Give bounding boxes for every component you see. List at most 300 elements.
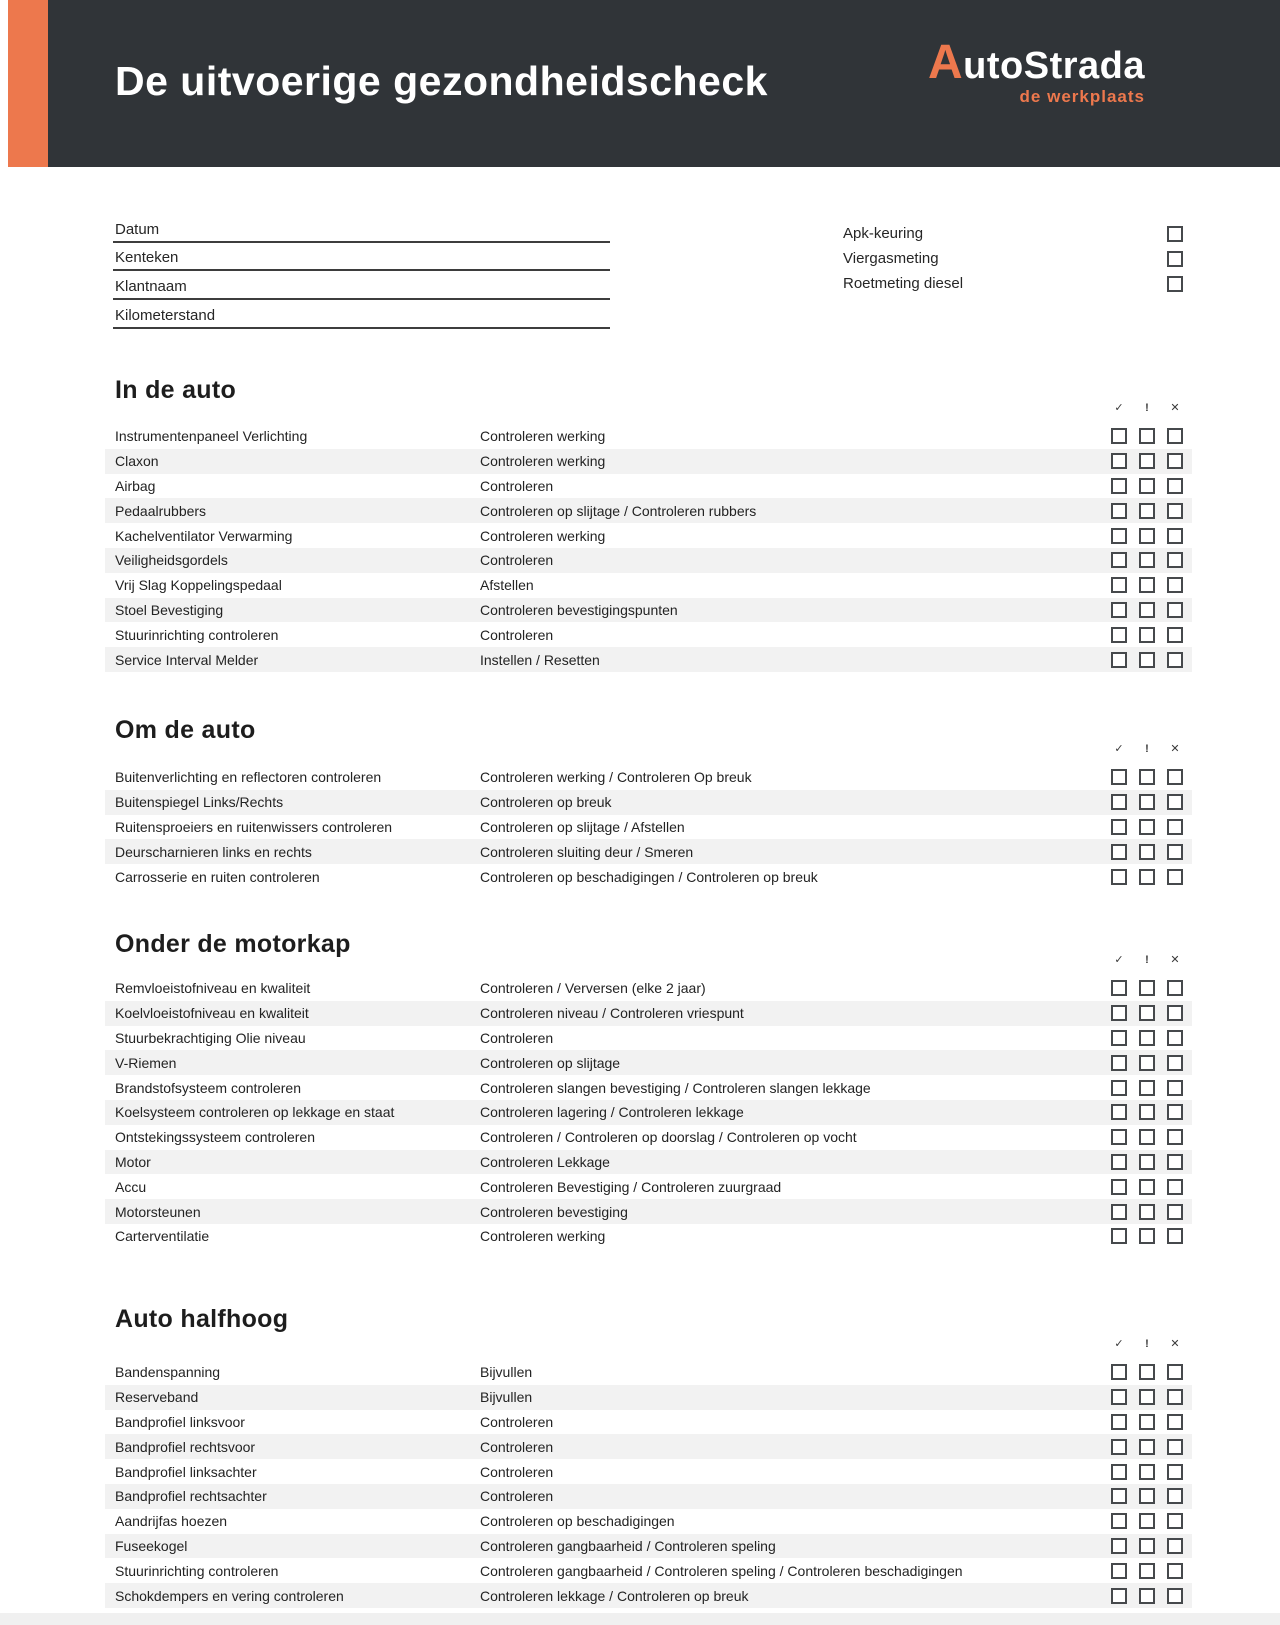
form-field[interactable] bbox=[113, 271, 610, 300]
status-fail-checkbox[interactable] bbox=[1167, 552, 1183, 568]
status-fail-checkbox[interactable] bbox=[1167, 769, 1183, 785]
checklist-row bbox=[105, 548, 1192, 573]
item-name: Koelvloeistofniveau en kwaliteit bbox=[115, 1005, 309, 1022]
item-name: Bandenspanning bbox=[115, 1364, 221, 1381]
item-status-checkboxes bbox=[1111, 819, 1183, 835]
status-attention-checkbox[interactable] bbox=[1139, 1204, 1155, 1220]
check-icon: ✓ bbox=[1114, 743, 1124, 755]
checklist-row bbox=[105, 1026, 1192, 1051]
status-column-header bbox=[1111, 741, 1183, 757]
item-action: Controleren op slijtage / Afstellen bbox=[480, 818, 685, 835]
status-fail-checkbox[interactable] bbox=[1167, 1030, 1183, 1046]
item-status-checkboxes bbox=[1111, 627, 1183, 643]
item-name: Ontstekingssysteem controleren bbox=[115, 1129, 315, 1146]
accent-stripe bbox=[8, 0, 48, 167]
status-attention-checkbox[interactable] bbox=[1139, 794, 1155, 810]
form-field[interactable] bbox=[113, 300, 610, 329]
item-name: Fuseekogel bbox=[115, 1537, 188, 1554]
status-attention-checkbox[interactable] bbox=[1139, 652, 1155, 668]
status-attention-checkbox[interactable] bbox=[1139, 1080, 1155, 1096]
checklist-row bbox=[105, 1459, 1192, 1484]
check-icon: ✓ bbox=[1114, 402, 1124, 414]
status-attention-checkbox[interactable] bbox=[1139, 528, 1155, 544]
item-action: Controleren op beschadigingen bbox=[480, 1513, 675, 1530]
checklist-row bbox=[105, 1050, 1192, 1075]
status-ok-checkbox[interactable] bbox=[1111, 428, 1127, 444]
status-attention-checkbox[interactable] bbox=[1139, 1588, 1155, 1604]
inspection-option-label: Viergasmeting bbox=[843, 250, 939, 267]
checklist-row bbox=[105, 1174, 1192, 1199]
exclamation-icon: ! bbox=[1145, 743, 1149, 755]
checklist-row bbox=[105, 474, 1192, 499]
checklist-row bbox=[105, 1199, 1192, 1224]
status-attention-checkbox[interactable] bbox=[1139, 627, 1155, 643]
item-status-checkboxes bbox=[1111, 1154, 1183, 1170]
status-fail-checkbox[interactable] bbox=[1167, 1488, 1183, 1504]
status-ok-checkbox[interactable] bbox=[1111, 1538, 1127, 1554]
status-fail-checkbox[interactable] bbox=[1167, 428, 1183, 444]
item-action: Controleren bbox=[480, 1413, 554, 1430]
status-attention-checkbox[interactable] bbox=[1139, 1228, 1155, 1244]
item-name: Carrosserie en ruiten controleren bbox=[115, 868, 320, 885]
status-fail-checkbox[interactable] bbox=[1167, 1154, 1183, 1170]
item-status-checkboxes bbox=[1111, 1179, 1183, 1195]
status-ok-checkbox[interactable] bbox=[1111, 1154, 1127, 1170]
item-name: Remvloeistofniveau en kwaliteit bbox=[115, 980, 311, 997]
item-status-checkboxes bbox=[1111, 1080, 1183, 1096]
item-status-checkboxes bbox=[1111, 980, 1183, 996]
item-name: Koelsysteem controleren op lekkage en staat bbox=[115, 1104, 395, 1121]
status-ok-checkbox[interactable] bbox=[1111, 577, 1127, 593]
status-ok-checkbox[interactable] bbox=[1111, 1588, 1127, 1604]
status-ok-checkbox[interactable] bbox=[1111, 552, 1127, 568]
checklist-row bbox=[105, 1385, 1192, 1410]
status-fail-checkbox[interactable] bbox=[1167, 577, 1183, 593]
item-action: Controleren werking bbox=[480, 527, 606, 544]
inspection-option-checkbox[interactable] bbox=[1167, 226, 1183, 242]
item-action: Controleren bevestigingspunten bbox=[480, 601, 678, 618]
status-attention-checkbox[interactable] bbox=[1139, 1439, 1155, 1455]
item-action: Controleren bbox=[480, 626, 554, 643]
status-ok-checkbox[interactable] bbox=[1111, 1439, 1127, 1455]
status-ok-checkbox[interactable] bbox=[1111, 1563, 1127, 1579]
item-action: Controleren op slijtage / Controleren rubbers bbox=[480, 502, 757, 519]
cross-icon: ✕ bbox=[1170, 743, 1180, 755]
item-name: Ruitensproeiers en ruitenwissers controleren bbox=[115, 818, 393, 835]
checklist-row bbox=[105, 765, 1192, 790]
status-fail-checkbox[interactable] bbox=[1167, 1129, 1183, 1145]
checklist-row bbox=[105, 839, 1192, 864]
logo-letter-a: A bbox=[927, 36, 964, 89]
item-status-checkboxes bbox=[1111, 1030, 1183, 1046]
status-fail-checkbox[interactable] bbox=[1167, 1588, 1183, 1604]
item-status-checkboxes bbox=[1111, 1204, 1183, 1220]
item-action: Controleren werking bbox=[480, 428, 606, 445]
checklist-row bbox=[105, 622, 1192, 647]
status-attention-checkbox[interactable] bbox=[1139, 1563, 1155, 1579]
exclamation-icon: ! bbox=[1145, 402, 1149, 414]
status-attention-checkbox[interactable] bbox=[1139, 1464, 1155, 1480]
item-status-checkboxes bbox=[1111, 1513, 1183, 1529]
item-name: Buitenspiegel Links/Rechts bbox=[115, 794, 284, 811]
item-status-checkboxes bbox=[1111, 503, 1183, 519]
status-fail-checkbox[interactable] bbox=[1167, 1104, 1183, 1120]
status-fail-checkbox[interactable] bbox=[1167, 1055, 1183, 1071]
status-fail-checkbox[interactable] bbox=[1167, 980, 1183, 996]
item-status-checkboxes bbox=[1111, 1588, 1183, 1604]
cross-icon: ✕ bbox=[1170, 402, 1180, 414]
item-name: Bandprofiel rechtsvoor bbox=[115, 1438, 256, 1455]
page-title: De uitvoerige gezondheidscheck bbox=[115, 58, 768, 104]
status-fail-checkbox[interactable] bbox=[1167, 453, 1183, 469]
status-attention-checkbox[interactable] bbox=[1139, 602, 1155, 618]
status-fail-checkbox[interactable] bbox=[1167, 1080, 1183, 1096]
status-attention-checkbox[interactable] bbox=[1139, 577, 1155, 593]
status-fail-checkbox[interactable] bbox=[1167, 1389, 1183, 1405]
item-name: Kachelventilator Verwarming bbox=[115, 527, 293, 544]
inspection-option-row bbox=[843, 271, 1183, 296]
checklist-row bbox=[105, 424, 1192, 449]
status-fail-checkbox[interactable] bbox=[1167, 844, 1183, 860]
item-status-checkboxes bbox=[1111, 869, 1183, 885]
item-status-checkboxes bbox=[1111, 1414, 1183, 1430]
status-attention-checkbox[interactable] bbox=[1139, 1538, 1155, 1554]
status-attention-checkbox[interactable] bbox=[1139, 1389, 1155, 1405]
status-ok-checkbox[interactable] bbox=[1111, 844, 1127, 860]
exclamation-icon: ! bbox=[1145, 954, 1149, 966]
item-name: Service Interval Melder bbox=[115, 651, 259, 668]
checklist-row bbox=[105, 449, 1192, 474]
status-ok-checkbox[interactable] bbox=[1111, 453, 1127, 469]
section-title: In de auto bbox=[115, 376, 237, 404]
status-attention-checkbox[interactable] bbox=[1139, 1104, 1155, 1120]
item-name: Buitenverlichting en reflectoren controleren bbox=[115, 769, 382, 786]
checklist-row bbox=[105, 498, 1192, 523]
item-action: Controleren gangbaarheid / Controleren speling / Controleren beschadigingen bbox=[480, 1562, 963, 1579]
checklist-row bbox=[105, 790, 1192, 815]
item-name: Stuurbekrachtiging Olie niveau bbox=[115, 1029, 306, 1046]
status-ok-checkbox[interactable] bbox=[1111, 528, 1127, 544]
item-status-checkboxes bbox=[1111, 478, 1183, 494]
status-ok-checkbox[interactable] bbox=[1111, 819, 1127, 835]
section-rows bbox=[105, 976, 1192, 1249]
page-bottom-strip bbox=[0, 1613, 1280, 1625]
item-status-checkboxes bbox=[1111, 1129, 1183, 1145]
item-status-checkboxes bbox=[1111, 428, 1183, 444]
item-status-checkboxes bbox=[1111, 1104, 1183, 1120]
checklist-row bbox=[105, 647, 1192, 672]
header bbox=[48, 0, 1280, 167]
checklist-row bbox=[105, 815, 1192, 840]
item-name: Aandrijfas hoezen bbox=[115, 1513, 228, 1530]
inspection-option-row bbox=[843, 221, 1183, 246]
checklist-row bbox=[105, 598, 1192, 623]
checklist-row bbox=[105, 1434, 1192, 1459]
item-status-checkboxes bbox=[1111, 552, 1183, 568]
item-action: Controleren werking bbox=[480, 453, 606, 470]
checklist-row bbox=[105, 1075, 1192, 1100]
check-icon: ✓ bbox=[1114, 1338, 1124, 1350]
item-action: Controleren op beschadigingen / Controleren op breuk bbox=[480, 868, 818, 885]
item-status-checkboxes bbox=[1111, 602, 1183, 618]
status-fail-checkbox[interactable] bbox=[1167, 1179, 1183, 1195]
autostrada-logo bbox=[927, 36, 1145, 107]
section-title: Onder de motorkap bbox=[115, 930, 351, 958]
status-fail-checkbox[interactable] bbox=[1167, 1364, 1183, 1380]
item-status-checkboxes bbox=[1111, 1389, 1183, 1405]
inspection-option-checkbox[interactable] bbox=[1167, 251, 1183, 267]
item-action: Controleren bbox=[480, 1029, 554, 1046]
item-name: V-Riemen bbox=[115, 1054, 177, 1071]
item-name: Schokdempers en vering controleren bbox=[115, 1587, 344, 1604]
status-ok-checkbox[interactable] bbox=[1111, 1204, 1127, 1220]
item-name: Deurscharnieren links en rechts bbox=[115, 843, 312, 860]
logo-subtitle: de werkplaats bbox=[1019, 87, 1145, 106]
form-field-label: Kenteken bbox=[115, 249, 179, 267]
inspection-options bbox=[843, 221, 1183, 296]
checklist-row bbox=[105, 976, 1192, 1001]
status-attention-checkbox[interactable] bbox=[1139, 980, 1155, 996]
item-action: Controleren op breuk bbox=[480, 794, 612, 811]
status-fail-checkbox[interactable] bbox=[1167, 1204, 1183, 1220]
status-fail-checkbox[interactable] bbox=[1167, 1538, 1183, 1554]
status-ok-checkbox[interactable] bbox=[1111, 794, 1127, 810]
section-rows bbox=[105, 1360, 1192, 1608]
item-status-checkboxes bbox=[1111, 794, 1183, 810]
item-name: Stuurinrichting controleren bbox=[115, 626, 279, 643]
item-name: Motorsteunen bbox=[115, 1203, 201, 1220]
item-action: Controleren niveau / Controleren vriespunt bbox=[480, 1005, 744, 1022]
item-action: Controleren bbox=[480, 1438, 554, 1455]
inspection-option-label: Roetmeting diesel bbox=[843, 275, 964, 292]
checklist-row bbox=[105, 573, 1192, 598]
item-action: Controleren lagering / Controleren lekkage bbox=[480, 1104, 744, 1121]
checklist-row bbox=[105, 1410, 1192, 1435]
status-ok-checkbox[interactable] bbox=[1111, 769, 1127, 785]
status-fail-checkbox[interactable] bbox=[1167, 602, 1183, 618]
item-name: Bandprofiel linksvoor bbox=[115, 1413, 245, 1430]
checklist-row bbox=[105, 1583, 1192, 1608]
item-status-checkboxes bbox=[1111, 1563, 1183, 1579]
checklist-section bbox=[105, 378, 1192, 672]
item-action: Instellen / Resetten bbox=[480, 651, 600, 668]
status-attention-checkbox[interactable] bbox=[1139, 1414, 1155, 1430]
status-attention-checkbox[interactable] bbox=[1139, 1179, 1155, 1195]
item-name: Carterventilatie bbox=[115, 1228, 210, 1245]
status-attention-checkbox[interactable] bbox=[1139, 453, 1155, 469]
item-name: Brandstofsysteem controleren bbox=[115, 1079, 301, 1096]
item-action: Controleren werking bbox=[480, 1228, 606, 1245]
status-ok-checkbox[interactable] bbox=[1111, 503, 1127, 519]
status-attention-checkbox[interactable] bbox=[1139, 819, 1155, 835]
status-ok-checkbox[interactable] bbox=[1111, 869, 1127, 885]
status-column-header bbox=[1111, 952, 1183, 968]
inspection-option-row bbox=[843, 246, 1183, 271]
status-ok-checkbox[interactable] bbox=[1111, 478, 1127, 494]
item-status-checkboxes bbox=[1111, 1538, 1183, 1554]
item-action: Controleren op slijtage bbox=[480, 1054, 621, 1071]
form-field-label: Kilometerstand bbox=[115, 306, 216, 324]
checklist-section bbox=[105, 932, 1192, 1249]
info-fields bbox=[113, 214, 610, 329]
status-attention-checkbox[interactable] bbox=[1139, 1364, 1155, 1380]
item-status-checkboxes bbox=[1111, 528, 1183, 544]
checklist-row bbox=[105, 1001, 1192, 1026]
status-attention-checkbox[interactable] bbox=[1139, 478, 1155, 494]
item-name: Claxon bbox=[115, 453, 159, 470]
status-fail-checkbox[interactable] bbox=[1167, 869, 1183, 885]
status-fail-checkbox[interactable] bbox=[1167, 1005, 1183, 1021]
status-attention-checkbox[interactable] bbox=[1139, 552, 1155, 568]
item-action: Controleren bbox=[480, 552, 554, 569]
status-fail-checkbox[interactable] bbox=[1167, 478, 1183, 494]
item-action: Controleren bevestiging bbox=[480, 1203, 628, 1220]
checklist-row bbox=[105, 1150, 1192, 1175]
inspection-option-checkbox[interactable] bbox=[1167, 276, 1183, 292]
status-column-header bbox=[1111, 1336, 1183, 1352]
item-status-checkboxes bbox=[1111, 453, 1183, 469]
checklist-section bbox=[105, 718, 1192, 889]
item-status-checkboxes bbox=[1111, 1488, 1183, 1504]
section-rows bbox=[105, 424, 1192, 672]
status-attention-checkbox[interactable] bbox=[1139, 1513, 1155, 1529]
status-ok-checkbox[interactable] bbox=[1111, 980, 1127, 996]
section-rows bbox=[105, 765, 1192, 889]
checklist-row bbox=[105, 1360, 1192, 1385]
checklist-row bbox=[105, 1558, 1192, 1583]
status-fail-checkbox[interactable] bbox=[1167, 627, 1183, 643]
item-action: Controleren sluiting deur / Smeren bbox=[480, 843, 694, 860]
logo-rest: utoStrada bbox=[963, 45, 1145, 87]
status-ok-checkbox[interactable] bbox=[1111, 1005, 1127, 1021]
item-action: Controleren bbox=[480, 1463, 554, 1480]
status-attention-checkbox[interactable] bbox=[1139, 1129, 1155, 1145]
status-attention-checkbox[interactable] bbox=[1139, 1055, 1155, 1071]
status-ok-checkbox[interactable] bbox=[1111, 652, 1127, 668]
status-ok-checkbox[interactable] bbox=[1111, 1055, 1127, 1071]
status-ok-checkbox[interactable] bbox=[1111, 1080, 1127, 1096]
checklist-row bbox=[105, 1100, 1192, 1125]
item-name: Vrij Slag Koppelingspedaal bbox=[115, 577, 282, 594]
status-attention-checkbox[interactable] bbox=[1139, 428, 1155, 444]
status-fail-checkbox[interactable] bbox=[1167, 1414, 1183, 1430]
checklist-row bbox=[105, 864, 1192, 889]
exclamation-icon: ! bbox=[1145, 1338, 1149, 1350]
check-icon: ✓ bbox=[1114, 954, 1124, 966]
status-attention-checkbox[interactable] bbox=[1139, 1154, 1155, 1170]
form-field-label: Datum bbox=[115, 220, 160, 238]
item-name: Stoel Bevestiging bbox=[115, 601, 224, 618]
item-action: Controleren / Verversen (elke 2 jaar) bbox=[480, 980, 706, 997]
status-fail-checkbox[interactable] bbox=[1167, 794, 1183, 810]
status-ok-checkbox[interactable] bbox=[1111, 1414, 1127, 1430]
inspection-option-label: Apk-keuring bbox=[843, 225, 924, 242]
status-attention-checkbox[interactable] bbox=[1139, 1030, 1155, 1046]
form-field[interactable] bbox=[113, 214, 610, 243]
status-attention-checkbox[interactable] bbox=[1139, 869, 1155, 885]
status-fail-checkbox[interactable] bbox=[1167, 1228, 1183, 1244]
status-fail-checkbox[interactable] bbox=[1167, 1563, 1183, 1579]
item-action: Controleren Bevestiging / Controleren zuurgraad bbox=[480, 1178, 782, 1195]
item-status-checkboxes bbox=[1111, 844, 1183, 860]
status-fail-checkbox[interactable] bbox=[1167, 1513, 1183, 1529]
checklist-row bbox=[105, 1534, 1192, 1559]
item-action: Controleren gangbaarheid / Controleren speling bbox=[480, 1537, 776, 1554]
status-ok-checkbox[interactable] bbox=[1111, 1464, 1127, 1480]
status-ok-checkbox[interactable] bbox=[1111, 1179, 1127, 1195]
item-name: Reserveband bbox=[115, 1389, 199, 1406]
logo-wordmark bbox=[927, 36, 1145, 89]
item-status-checkboxes bbox=[1111, 1464, 1183, 1480]
status-ok-checkbox[interactable] bbox=[1111, 1364, 1127, 1380]
checklist-row bbox=[105, 523, 1192, 548]
status-attention-checkbox[interactable] bbox=[1139, 1005, 1155, 1021]
status-attention-checkbox[interactable] bbox=[1139, 503, 1155, 519]
section-title: Om de auto bbox=[115, 716, 256, 744]
status-ok-checkbox[interactable] bbox=[1111, 1104, 1127, 1120]
status-fail-checkbox[interactable] bbox=[1167, 819, 1183, 835]
status-ok-checkbox[interactable] bbox=[1111, 1228, 1127, 1244]
item-name: Motor bbox=[115, 1153, 151, 1170]
status-fail-checkbox[interactable] bbox=[1167, 1439, 1183, 1455]
item-action: Controleren bbox=[480, 1488, 554, 1505]
status-fail-checkbox[interactable] bbox=[1167, 652, 1183, 668]
checklist-row bbox=[105, 1224, 1192, 1249]
item-status-checkboxes bbox=[1111, 1364, 1183, 1380]
checklist-section bbox=[105, 1307, 1192, 1608]
status-ok-checkbox[interactable] bbox=[1111, 1129, 1127, 1145]
checklist-row bbox=[105, 1125, 1192, 1150]
checklist-row bbox=[105, 1509, 1192, 1534]
status-attention-checkbox[interactable] bbox=[1139, 769, 1155, 785]
item-action: Controleren slangen bevestiging / Controleren slangen lekkage bbox=[480, 1079, 871, 1096]
item-status-checkboxes bbox=[1111, 652, 1183, 668]
status-fail-checkbox[interactable] bbox=[1167, 528, 1183, 544]
form-field[interactable] bbox=[113, 243, 610, 272]
item-name: Airbag bbox=[115, 477, 156, 494]
status-attention-checkbox[interactable] bbox=[1139, 844, 1155, 860]
item-status-checkboxes bbox=[1111, 577, 1183, 593]
item-status-checkboxes bbox=[1111, 1228, 1183, 1244]
item-action: Bijvullen bbox=[480, 1364, 533, 1381]
item-status-checkboxes bbox=[1111, 1055, 1183, 1071]
status-attention-checkbox[interactable] bbox=[1139, 1488, 1155, 1504]
item-status-checkboxes bbox=[1111, 1005, 1183, 1021]
status-ok-checkbox[interactable] bbox=[1111, 602, 1127, 618]
status-fail-checkbox[interactable] bbox=[1167, 1464, 1183, 1480]
item-name: Pedaalrubbers bbox=[115, 502, 207, 519]
item-status-checkboxes bbox=[1111, 1439, 1183, 1455]
cross-icon: ✕ bbox=[1170, 1338, 1180, 1350]
item-action: Bijvullen bbox=[480, 1389, 533, 1406]
status-ok-checkbox[interactable] bbox=[1111, 1513, 1127, 1529]
item-action: Controleren Lekkage bbox=[480, 1153, 610, 1170]
status-ok-checkbox[interactable] bbox=[1111, 1030, 1127, 1046]
status-ok-checkbox[interactable] bbox=[1111, 627, 1127, 643]
item-name: Stuurinrichting controleren bbox=[115, 1562, 279, 1579]
item-action: Controleren lekkage / Controleren op breuk bbox=[480, 1587, 749, 1604]
status-fail-checkbox[interactable] bbox=[1167, 503, 1183, 519]
status-ok-checkbox[interactable] bbox=[1111, 1488, 1127, 1504]
section-title: Auto halfhoog bbox=[115, 1305, 289, 1333]
status-column-header bbox=[1111, 400, 1183, 416]
status-ok-checkbox[interactable] bbox=[1111, 1389, 1127, 1405]
item-action: Controleren bbox=[480, 477, 554, 494]
cross-icon: ✕ bbox=[1170, 954, 1180, 966]
item-action: Afstellen bbox=[480, 577, 534, 594]
item-name: Instrumentenpaneel Verlichting bbox=[115, 428, 308, 445]
item-name: Bandprofiel rechtsachter bbox=[115, 1488, 267, 1505]
